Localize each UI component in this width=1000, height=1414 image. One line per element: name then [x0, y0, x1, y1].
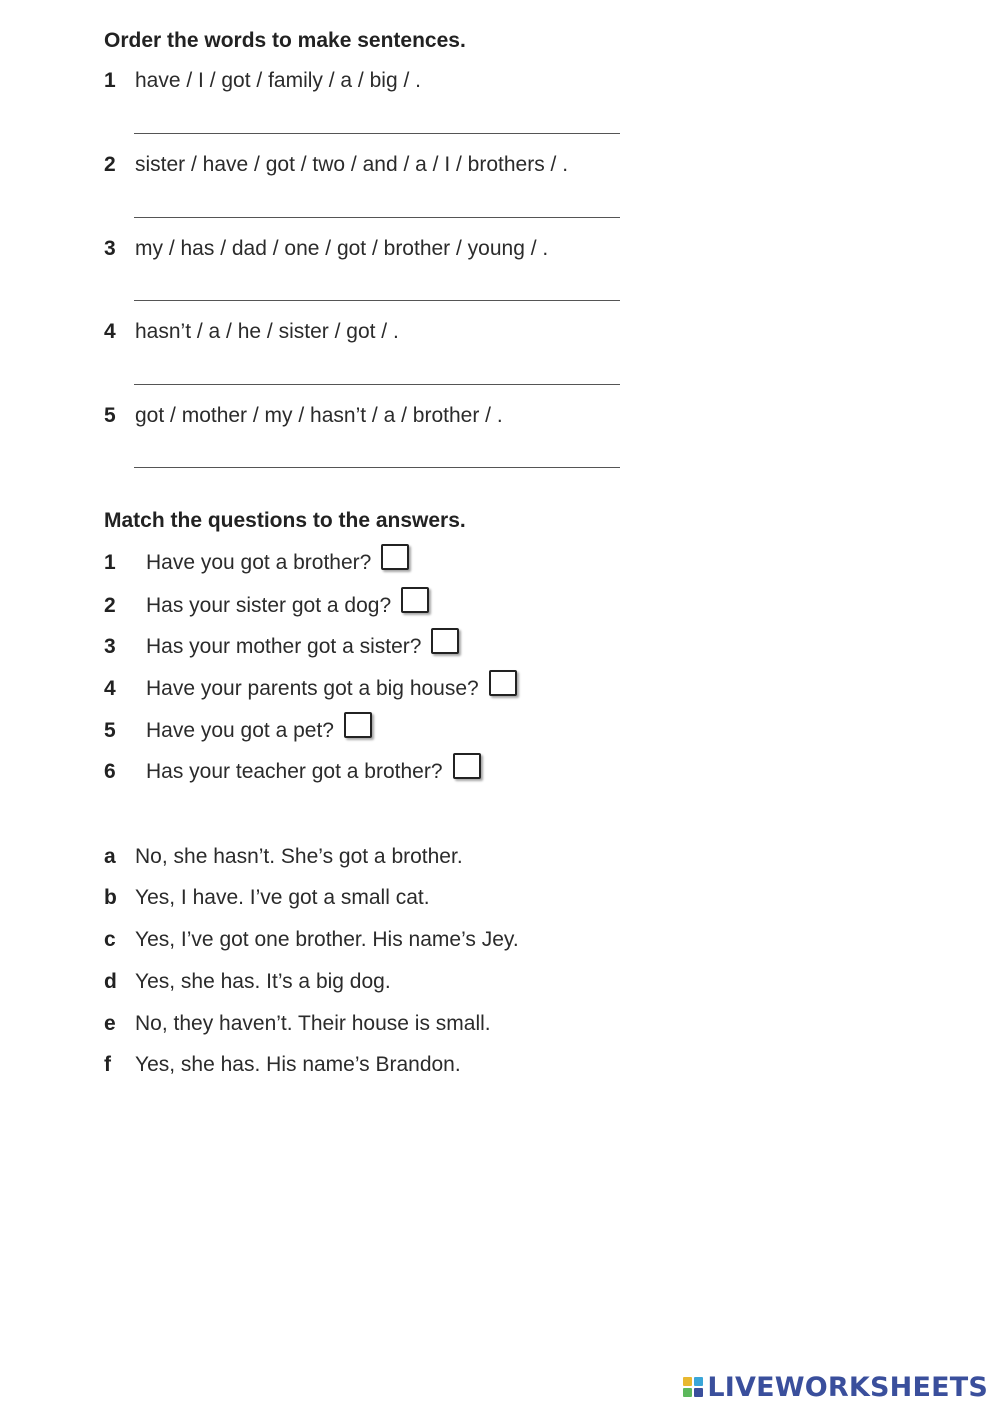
liveworksheets-mark-icon: [683, 1377, 703, 1397]
item-number: 5: [104, 404, 116, 427]
answer-text: No, they haven’t. Their house is small.: [135, 1012, 491, 1035]
order-item-2: [104, 150, 568, 180]
question-6: [104, 757, 481, 787]
item-number: 2: [104, 153, 116, 176]
section2-title: Match the questions to the answers.: [104, 509, 466, 532]
question-number: 6: [104, 760, 116, 783]
answer-text: Yes, I have. I’ve got a small cat.: [135, 886, 430, 909]
answer-line-5[interactable]: [134, 467, 620, 468]
answer-b: [104, 883, 430, 913]
answer-line-4[interactable]: [134, 384, 620, 385]
order-item-3: [104, 234, 548, 264]
answer-line-1[interactable]: [134, 133, 620, 134]
answer-a: [104, 842, 463, 872]
question-number: 4: [104, 677, 116, 700]
answer-box[interactable]: [344, 712, 372, 738]
answer-letter: b: [104, 886, 117, 909]
answer-line-2[interactable]: [134, 217, 620, 218]
question-text: Have you got a pet?: [146, 719, 334, 742]
word-list: sister / have / got / two / and / a / I / brothers / .: [135, 153, 569, 176]
answer-box[interactable]: [489, 670, 517, 696]
question-number: 3: [104, 635, 116, 658]
liveworksheets-logo: [683, 1370, 988, 1404]
question-text: Has your sister got a dog?: [146, 594, 392, 617]
question-1: [104, 548, 409, 578]
answer-c: [104, 925, 519, 955]
answer-text: Yes, she has. It’s a big dog.: [135, 970, 391, 993]
order-item-5: [104, 401, 503, 431]
answer-text: Yes, she has. His name’s Brandon.: [135, 1053, 461, 1076]
order-item-1: [104, 66, 421, 96]
question-text: Has your mother got a sister?: [146, 635, 422, 658]
answer-text: No, she hasn’t. She’s got a brother.: [135, 845, 463, 868]
question-text: Has your teacher got a brother?: [146, 760, 443, 783]
item-number: 1: [104, 69, 116, 92]
answer-line-3[interactable]: [134, 300, 620, 301]
question-3: [104, 632, 459, 662]
answer-letter: e: [104, 1012, 116, 1035]
question-text: Have you got a brother?: [146, 551, 372, 574]
answer-letter: a: [104, 845, 116, 868]
answer-letter: f: [104, 1053, 111, 1076]
logo-text: LIVEWORKSHEETS: [707, 1371, 988, 1403]
answer-d: [104, 967, 391, 997]
question-number: 1: [104, 551, 116, 574]
question-number: 5: [104, 719, 116, 742]
item-number: 3: [104, 237, 116, 260]
question-number: 2: [104, 594, 116, 617]
answer-box[interactable]: [401, 587, 429, 613]
answer-box[interactable]: [381, 544, 409, 570]
question-5: [104, 716, 372, 746]
item-number: 4: [104, 320, 116, 343]
answer-box[interactable]: [431, 628, 459, 654]
word-list: hasn’t / a / he / sister / got / .: [135, 320, 399, 343]
answer-e: [104, 1009, 491, 1039]
order-item-4: [104, 317, 399, 347]
answer-letter: d: [104, 970, 117, 993]
section1-title: Order the words to make sentences.: [104, 29, 466, 52]
answer-box[interactable]: [453, 753, 481, 779]
word-list: my / has / dad / one / got / brother / young / .: [135, 237, 549, 260]
answer-letter: c: [104, 928, 116, 951]
question-2: [104, 591, 429, 621]
question-4: [104, 674, 517, 704]
answer-f: [104, 1050, 461, 1080]
question-text: Have your parents got a big house?: [146, 677, 479, 700]
word-list: got / mother / my / hasn’t / a / brother / .: [135, 404, 503, 427]
answer-text: Yes, I’ve got one brother. His name’s Jey.: [135, 928, 519, 951]
word-list: have / I / got / family / a / big / .: [135, 69, 421, 92]
